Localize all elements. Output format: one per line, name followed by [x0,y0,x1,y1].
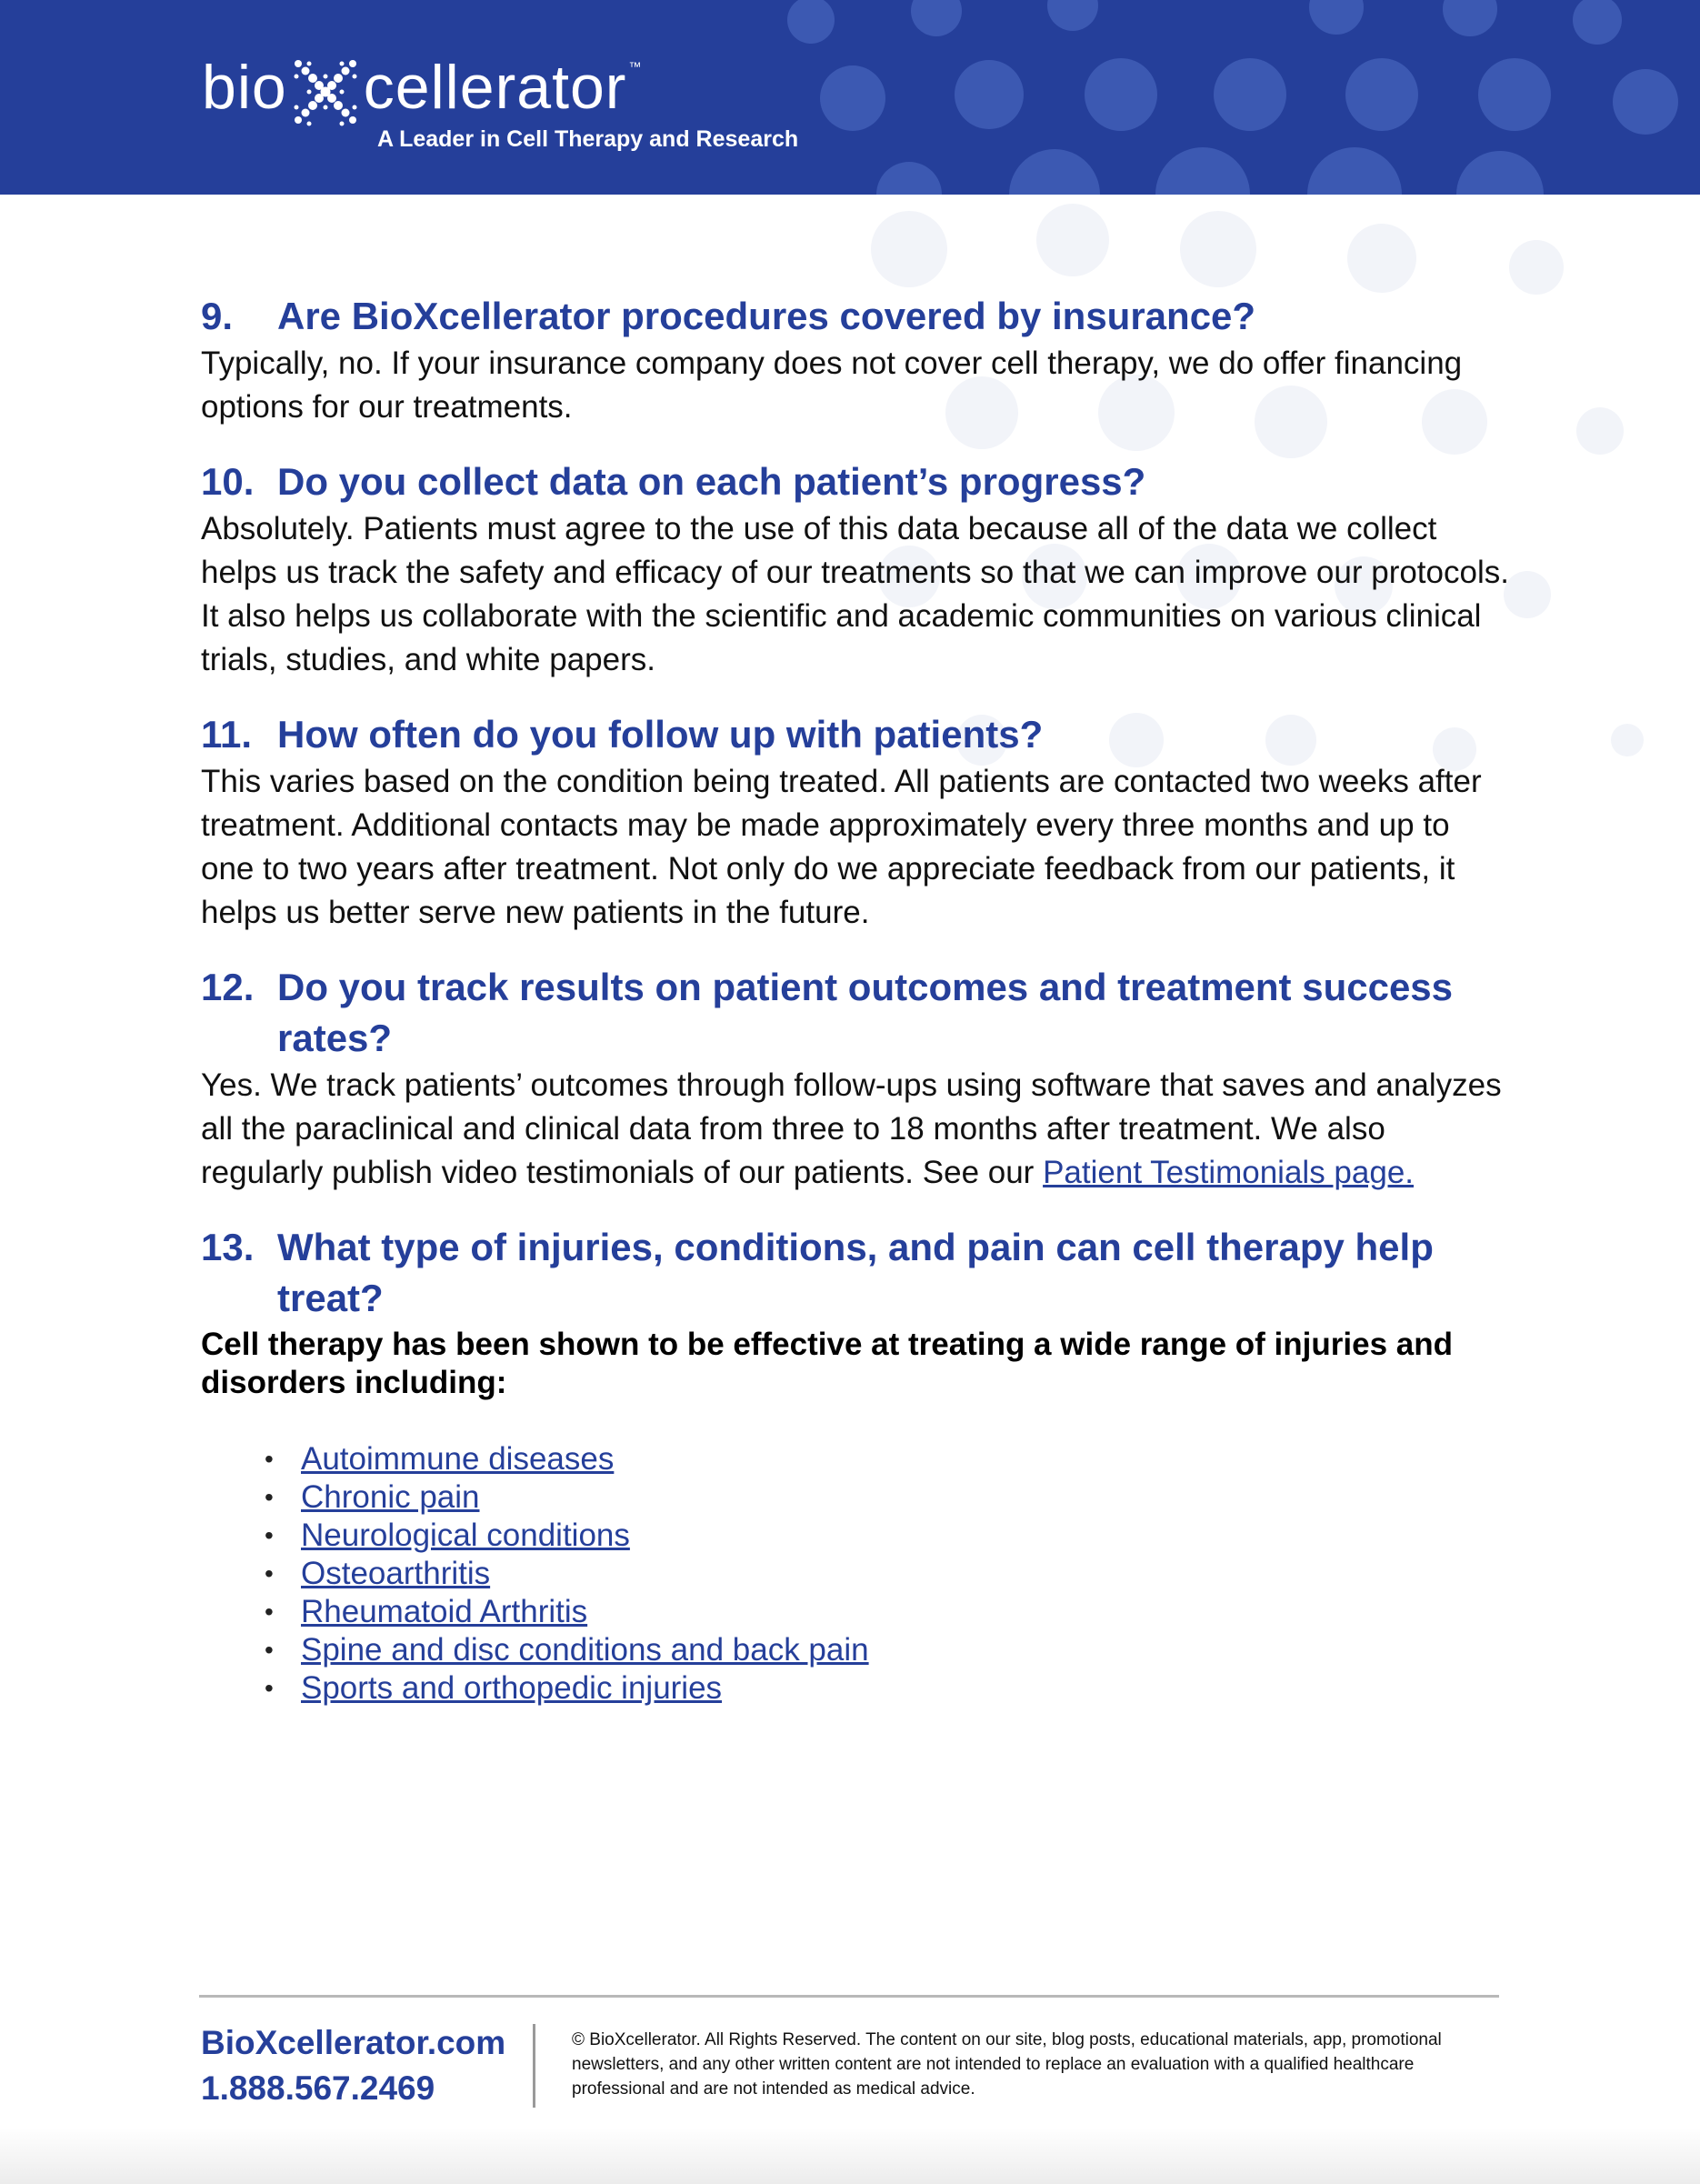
list-item [265,1593,1510,1631]
bullet: • [265,1559,274,1588]
faq-question-text: Are BioXcellerator procedures covered by insurance? [277,295,1256,337]
faq-answer [201,1064,1510,1195]
condition-link-neurological[interactable]: Neurological conditions [301,1518,630,1553]
page-bottom-shadow [0,2128,1700,2184]
faq-item-9 [201,291,1510,429]
footer-website[interactable]: BioXcellerator.com [201,2024,506,2061]
footer-separator [533,2024,535,2108]
bullet: • [265,1445,274,1473]
faq-content [201,291,1510,1735]
faq-number: 13. [201,1226,255,1268]
condition-link-chronic-pain[interactable]: Chronic pain [301,1479,480,1515]
conditions-list [265,1440,1510,1708]
list-item [265,1669,1510,1708]
condition-link-rheumatoid-arthritis[interactable]: Rheumatoid Arthritis [301,1594,588,1629]
faq-question [201,962,1510,1064]
list-item [265,1517,1510,1555]
faq-question-text: Do you track results on patient outcomes and treatment success rates? [277,966,1454,1059]
logo-text-cellerator: cellerator [363,53,627,122]
faq-item-10 [201,456,1510,682]
list-item [265,1440,1510,1478]
condition-link-osteoarthritis[interactable]: Osteoarthritis [301,1556,491,1591]
logo-text-bio: bio [202,53,287,122]
footer-contact [201,2020,505,2111]
faq-question-text: Do you collect data on each patient’s progress? [277,460,1146,503]
condition-link-autoimmune[interactable]: Autoimmune diseases [301,1441,615,1477]
footer-divider [199,1995,1499,1998]
faq-number: 10. [201,460,255,503]
bullet: • [265,1674,274,1702]
patient-testimonials-link[interactable]: Patient Testimonials page. [1043,1155,1415,1190]
list-item [265,1631,1510,1669]
faq-question-text: How often do you follow up with patients? [277,713,1044,756]
footer-disclaimer: © BioXcellerator. All Rights Reserved. The content on our site, blog posts, educational materials, app, promotional newsletters, and any other written content are not intended to replace an evaluation with a qualified healthcare professional and are not intended as medical advice. [572,2030,1442,2099]
faq-question [201,1222,1510,1324]
faq-question [201,709,1510,760]
faq-number: 9. [201,295,234,337]
list-item [265,1478,1510,1517]
faq-number: 12. [201,966,255,1008]
condition-link-sports-orthopedic[interactable]: Sports and orthopedic injuries [301,1670,723,1706]
page-header [0,0,1700,195]
bullet: • [265,1598,274,1626]
brand-logo [202,53,643,127]
faq-question-text: What type of injuries, conditions, and pain can cell therapy help treat? [277,1226,1434,1319]
faq-question [201,291,1510,342]
bullet: • [265,1521,274,1549]
faq-answer: Typically, no. If your insurance company does not cover cell therapy, we do offer financing options for our treatments. [201,346,1463,425]
faq-item-12 [201,962,1510,1195]
bullet: • [265,1483,274,1511]
list-item [265,1555,1510,1593]
faq-question [201,456,1510,507]
faq-item-13 [201,1222,1510,1708]
faq-answer-text: Yes. We track patients’ outcomes through follow-ups using software that saves and analyzes all the paraclinical and clinical data from three to 18 months after treatment. We also regularly publish video testimonials of our patients. See our [201,1067,1502,1190]
tagline: A Leader in Cell Therapy and Research [377,126,799,152]
faq-number: 11. [201,713,253,756]
faq-item-11 [201,709,1510,935]
condition-link-spine-disc[interactable]: Spine and disc conditions and back pain [301,1632,869,1668]
faq-answer: Absolutely. Patients must agree to the use of this data because all of the data we collect helps us track the safety and efficacy of our treatments so that we can improve our protocols. It also helps us collaborate with the scientific and academic communities on various clinical trials, studies, and white papers. [201,511,1509,677]
bullet: • [265,1636,274,1664]
faq-answer: This varies based on the condition being treated. All patients are contacted two weeks after treatment. Additional contacts may be made approximately every three months and up to one to two years after treatment. Not only do we appreciate feedback from our patients, it helps us better serve new patients in the future. [201,764,1482,930]
logo-trademark: ™ [628,59,643,74]
conditions-intro: Cell therapy has been shown to be effective at treating a wide range of injuries and disorders including: [201,1327,1453,1400]
footer-phone[interactable]: 1.888.567.2469 [201,2069,435,2107]
logo-x-mark [289,56,362,127]
